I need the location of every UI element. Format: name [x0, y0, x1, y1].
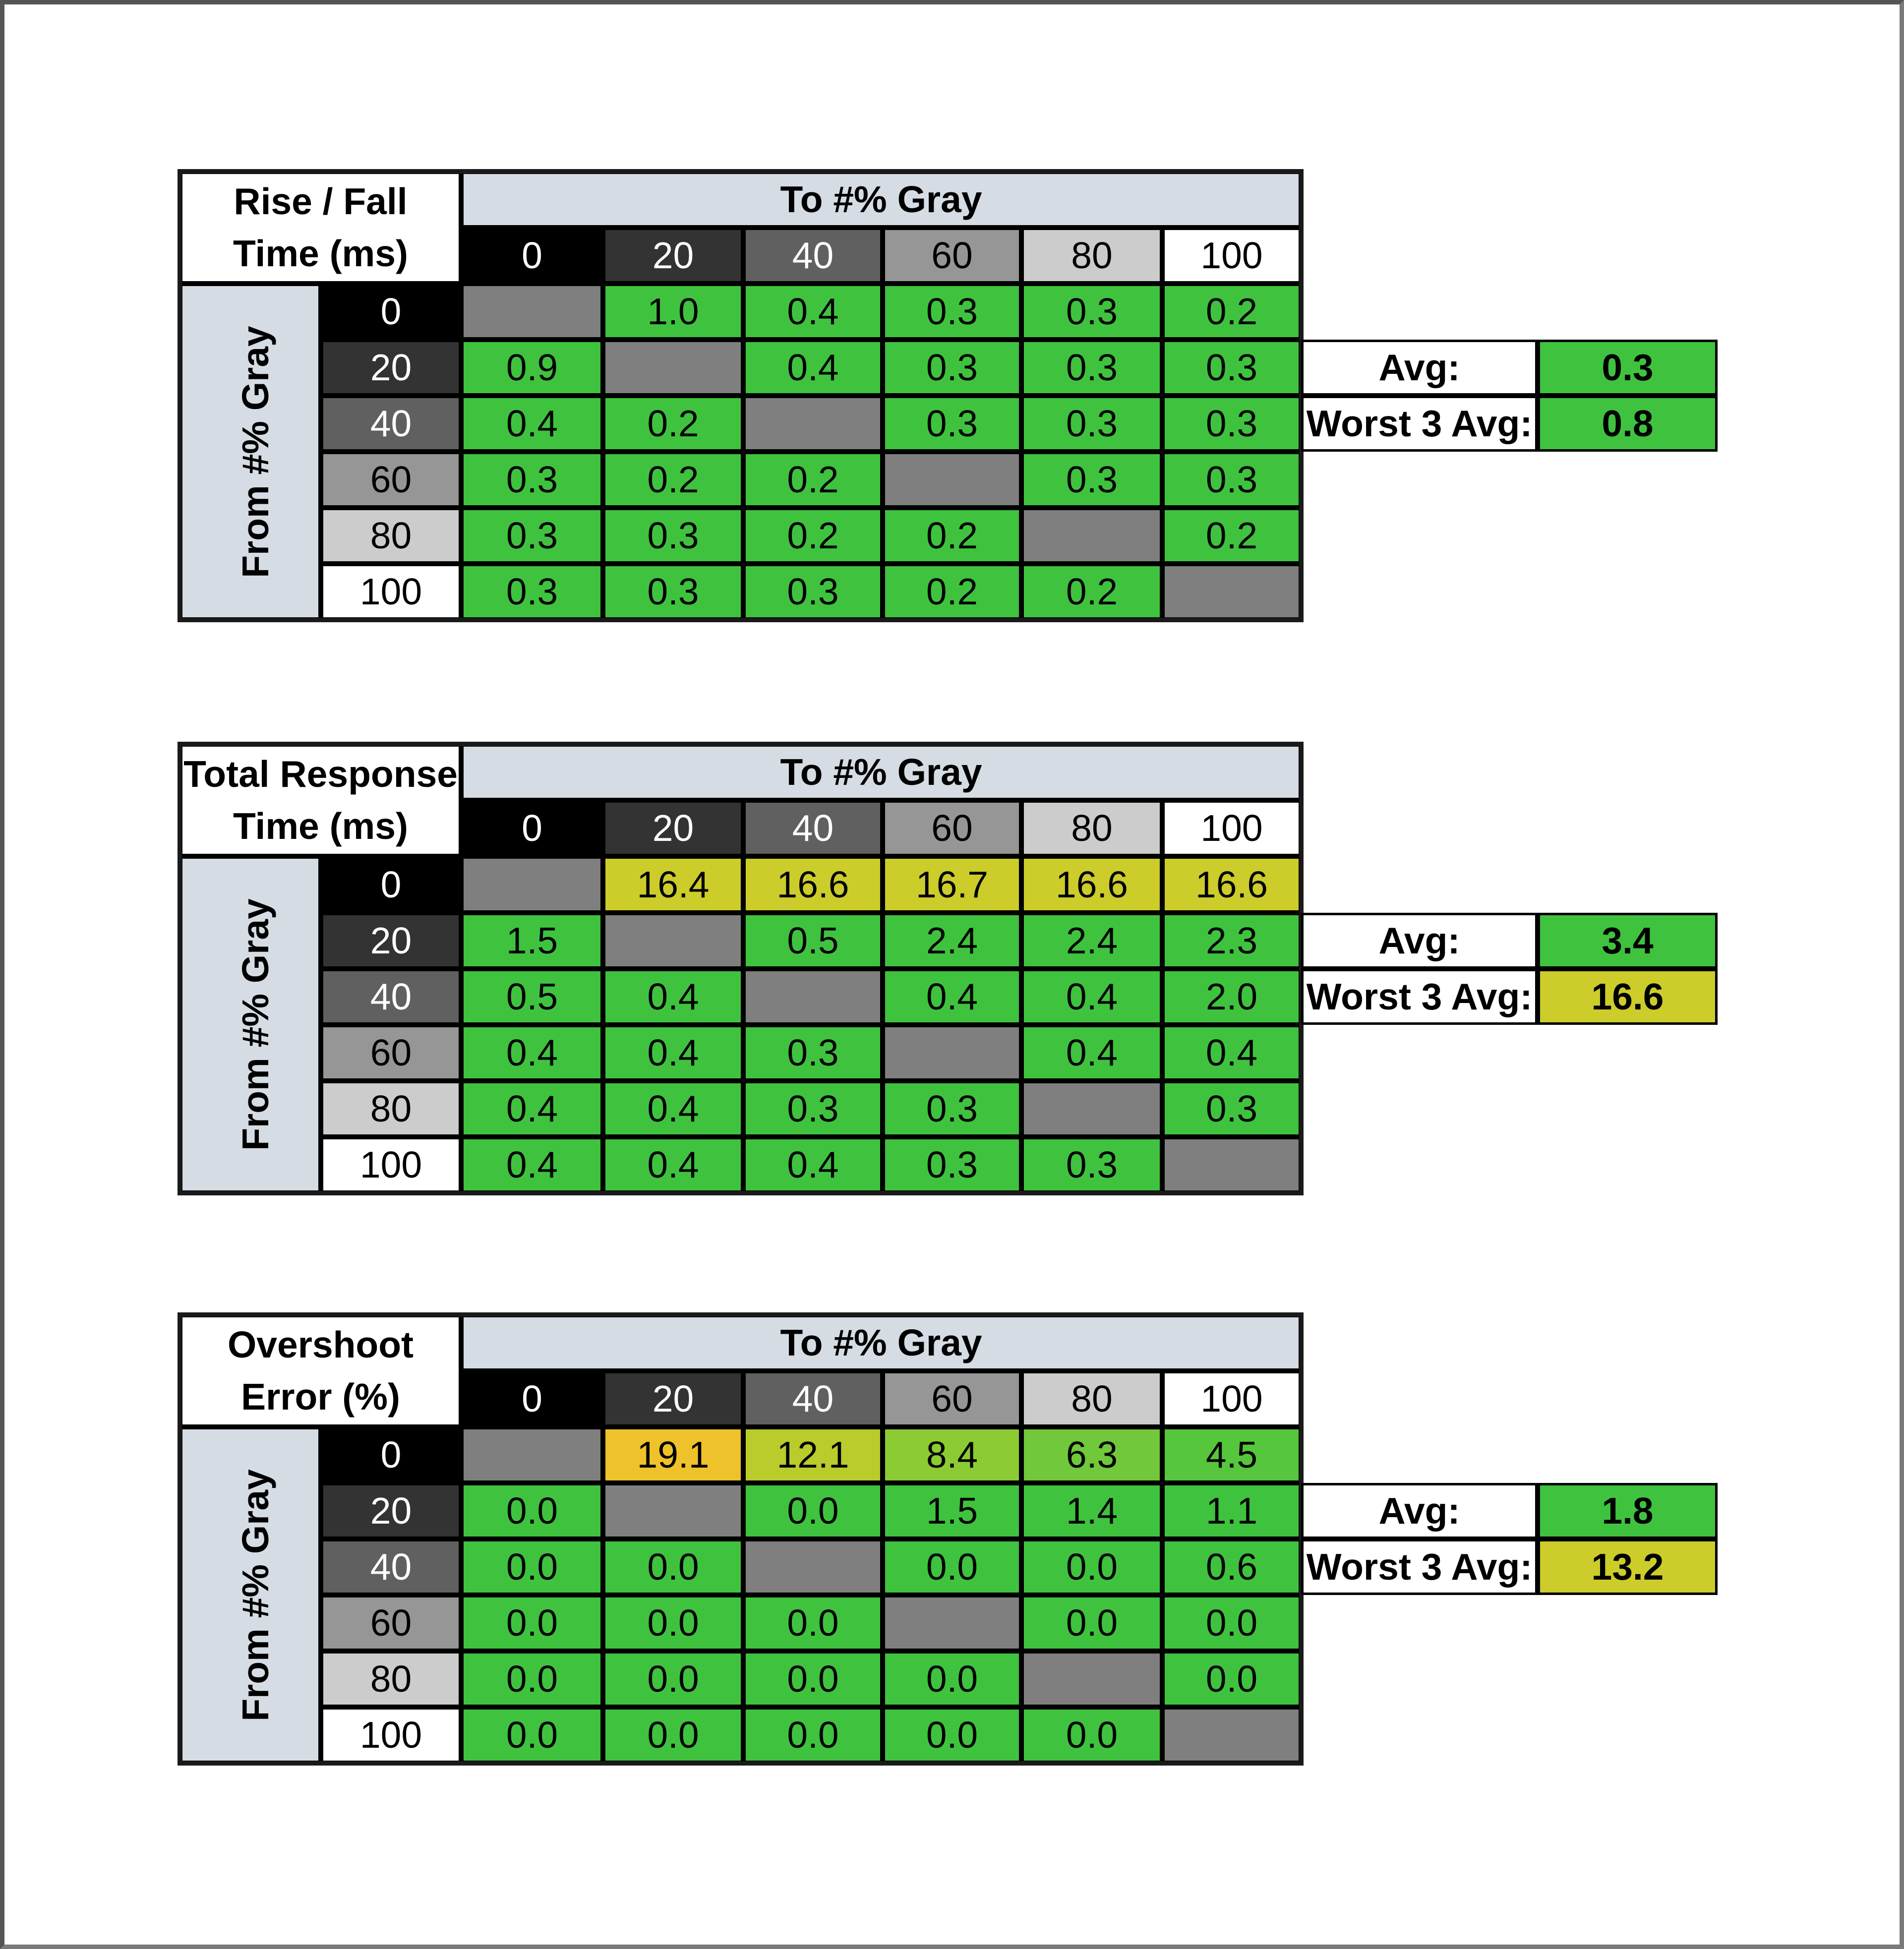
column-label: 100 — [1162, 1371, 1301, 1427]
data-cell: 0.3 — [1162, 452, 1301, 508]
data-cell: 8.4 — [883, 1427, 1021, 1483]
column-label: 0 — [461, 800, 603, 856]
row-label: 100 — [321, 1707, 461, 1763]
data-cell: 0.0 — [603, 1651, 743, 1707]
data-cell: 2.4 — [883, 913, 1021, 969]
data-cell: 0.3 — [461, 452, 603, 508]
data-cell: 0.4 — [1021, 969, 1162, 1025]
diagonal-cell — [1021, 508, 1162, 564]
diagonal-cell — [461, 856, 603, 913]
summary-label: Avg: — [1301, 340, 1538, 396]
diagonal-cell — [1021, 1651, 1162, 1707]
column-label: 60 — [883, 1371, 1021, 1427]
data-cell: 0.3 — [603, 564, 743, 620]
summary-label: Worst 3 Avg: — [1301, 969, 1538, 1025]
data-cell: 0.0 — [743, 1707, 883, 1763]
data-cell: 0.2 — [1162, 284, 1301, 340]
column-header: To #% Gray — [461, 1315, 1301, 1371]
data-cell: 0.4 — [1162, 1025, 1301, 1081]
data-cell: 0.6 — [1162, 1539, 1301, 1595]
row-header-text: From #% Gray — [234, 325, 276, 578]
data-cell: 0.4 — [461, 1025, 603, 1081]
row-label: 20 — [321, 1483, 461, 1539]
data-cell: 0.2 — [883, 508, 1021, 564]
summary-label: Avg: — [1301, 913, 1538, 969]
diagonal-cell — [743, 969, 883, 1025]
row-label: 60 — [321, 1025, 461, 1081]
data-cell: 0.5 — [743, 913, 883, 969]
data-cell: 0.2 — [603, 396, 743, 452]
data-cell: 12.1 — [743, 1427, 883, 1483]
data-cell: 0.2 — [1162, 508, 1301, 564]
row-label: 80 — [321, 1651, 461, 1707]
data-cell: 0.0 — [743, 1595, 883, 1651]
table-title — [180, 1315, 461, 1427]
data-cell: 0.4 — [743, 340, 883, 396]
table-title-line: Rise / Fall — [234, 180, 408, 222]
column-label: 80 — [1021, 228, 1162, 284]
column-label: 40 — [743, 1371, 883, 1427]
data-cell: 0.3 — [743, 1025, 883, 1081]
data-cell: 0.3 — [743, 1081, 883, 1137]
row-label: 20 — [321, 340, 461, 396]
row-header — [180, 856, 321, 1193]
data-cell: 16.4 — [603, 856, 743, 913]
column-label: 20 — [603, 228, 743, 284]
row-header — [180, 1427, 321, 1763]
data-cell: 1.1 — [1162, 1483, 1301, 1539]
data-cell: 0.0 — [461, 1595, 603, 1651]
column-label: 100 — [1162, 800, 1301, 856]
data-cell: 0.4 — [743, 284, 883, 340]
data-cell: 0.0 — [461, 1483, 603, 1539]
data-cell: 1.0 — [603, 284, 743, 340]
row-label: 100 — [321, 1137, 461, 1193]
row-label: 0 — [321, 856, 461, 913]
data-cell: 0.4 — [1021, 1025, 1162, 1081]
data-cell: 0.0 — [883, 1707, 1021, 1763]
data-cell: 0.0 — [1021, 1539, 1162, 1595]
table-title-line: Time (ms) — [233, 805, 408, 847]
data-cell: 0.3 — [743, 564, 883, 620]
summary-label: Worst 3 Avg: — [1301, 396, 1538, 452]
column-header: To #% Gray — [461, 172, 1301, 228]
column-label: 60 — [883, 800, 1021, 856]
summary-label: Avg: — [1301, 1483, 1538, 1539]
row-label: 0 — [321, 284, 461, 340]
summary-value: 13.2 — [1538, 1539, 1718, 1595]
data-cell: 1.5 — [461, 913, 603, 969]
data-cell: 0.0 — [603, 1539, 743, 1595]
data-cell: 0.4 — [883, 969, 1021, 1025]
data-cell: 0.9 — [461, 340, 603, 396]
data-cell: 1.5 — [883, 1483, 1021, 1539]
data-cell: 2.3 — [1162, 913, 1301, 969]
data-cell: 0.0 — [603, 1707, 743, 1763]
summary-value: 0.8 — [1538, 396, 1718, 452]
column-label: 100 — [1162, 228, 1301, 284]
row-label: 100 — [321, 564, 461, 620]
column-label: 80 — [1021, 800, 1162, 856]
data-cell: 0.3 — [1162, 396, 1301, 452]
data-cell: 6.3 — [1021, 1427, 1162, 1483]
row-label: 0 — [321, 1427, 461, 1483]
diagonal-cell — [1162, 564, 1301, 620]
table-title — [180, 172, 461, 284]
data-cell: 0.3 — [461, 564, 603, 620]
column-label: 40 — [743, 800, 883, 856]
diagonal-cell — [461, 284, 603, 340]
data-cell: 0.4 — [743, 1137, 883, 1193]
diagonal-cell — [883, 1025, 1021, 1081]
data-cell: 0.3 — [883, 1081, 1021, 1137]
data-cell: 16.6 — [1162, 856, 1301, 913]
column-label: 0 — [461, 1371, 603, 1427]
data-cell: 0.3 — [883, 284, 1021, 340]
diagonal-cell — [883, 1595, 1021, 1651]
data-cell: 16.6 — [1021, 856, 1162, 913]
data-cell: 0.2 — [743, 452, 883, 508]
data-cell: 16.7 — [883, 856, 1021, 913]
data-cell: 0.0 — [743, 1483, 883, 1539]
data-cell: 0.3 — [1162, 340, 1301, 396]
row-header — [180, 284, 321, 620]
column-label: 60 — [883, 228, 1021, 284]
diagonal-cell — [883, 452, 1021, 508]
data-cell: 0.0 — [743, 1651, 883, 1707]
column-label: 0 — [461, 228, 603, 284]
table-title-line: Error (%) — [241, 1376, 400, 1417]
diagonal-cell — [1162, 1707, 1301, 1763]
column-header: To #% Gray — [461, 744, 1301, 800]
data-cell: 0.4 — [603, 1025, 743, 1081]
data-cell: 0.3 — [883, 396, 1021, 452]
data-cell: 0.4 — [603, 1137, 743, 1193]
row-label: 60 — [321, 1595, 461, 1651]
diagonal-cell — [1162, 1137, 1301, 1193]
data-cell: 0.0 — [461, 1539, 603, 1595]
data-cell: 0.0 — [1021, 1707, 1162, 1763]
data-cell: 0.3 — [461, 508, 603, 564]
data-cell: 0.0 — [461, 1707, 603, 1763]
diagonal-cell — [1021, 1081, 1162, 1137]
data-cell: 0.2 — [1021, 564, 1162, 620]
diagonal-cell — [743, 396, 883, 452]
data-cell: 0.4 — [461, 396, 603, 452]
data-cell: 0.3 — [1021, 340, 1162, 396]
data-cell: 4.5 — [1162, 1427, 1301, 1483]
summary-value: 1.8 — [1538, 1483, 1718, 1539]
data-cell: 1.4 — [1021, 1483, 1162, 1539]
row-label: 60 — [321, 452, 461, 508]
data-cell: 2.4 — [1021, 913, 1162, 969]
data-cell: 0.2 — [883, 564, 1021, 620]
row-header-text: From #% Gray — [234, 898, 276, 1151]
data-cell: 0.4 — [461, 1081, 603, 1137]
data-cell: 0.3 — [1021, 452, 1162, 508]
table-title-line: Total Response — [183, 753, 458, 795]
summary-value: 0.3 — [1538, 340, 1718, 396]
data-cell: 0.3 — [603, 508, 743, 564]
row-label: 80 — [321, 508, 461, 564]
row-label: 80 — [321, 1081, 461, 1137]
diagonal-cell — [603, 1483, 743, 1539]
row-label: 40 — [321, 1539, 461, 1595]
summary-label: Worst 3 Avg: — [1301, 1539, 1538, 1595]
data-cell: 0.3 — [1162, 1081, 1301, 1137]
data-cell: 0.3 — [883, 1137, 1021, 1193]
data-cell: 0.2 — [603, 452, 743, 508]
row-label: 40 — [321, 396, 461, 452]
row-label: 40 — [321, 969, 461, 1025]
diagonal-cell — [603, 913, 743, 969]
data-cell: 0.3 — [1021, 284, 1162, 340]
data-cell: 2.0 — [1162, 969, 1301, 1025]
data-cell: 0.3 — [1021, 1137, 1162, 1193]
data-cell: 16.6 — [743, 856, 883, 913]
column-label: 20 — [603, 1371, 743, 1427]
column-label: 20 — [603, 800, 743, 856]
data-cell: 0.0 — [1162, 1595, 1301, 1651]
diagonal-cell — [603, 340, 743, 396]
data-cell: 0.5 — [461, 969, 603, 1025]
data-cell: 0.4 — [461, 1137, 603, 1193]
table-title-line: Time (ms) — [233, 233, 408, 274]
row-header-text: From #% Gray — [234, 1469, 276, 1721]
data-cell: 0.0 — [883, 1539, 1021, 1595]
data-cell: 0.0 — [883, 1651, 1021, 1707]
column-label: 40 — [743, 228, 883, 284]
row-label: 20 — [321, 913, 461, 969]
table-title-line: Overshoot — [227, 1324, 414, 1365]
data-cell: 0.4 — [603, 1081, 743, 1137]
data-cell: 0.0 — [1021, 1595, 1162, 1651]
diagonal-cell — [461, 1427, 603, 1483]
data-cell: 0.0 — [1162, 1651, 1301, 1707]
column-label: 80 — [1021, 1371, 1162, 1427]
data-cell: 0.4 — [603, 969, 743, 1025]
data-cell: 0.0 — [461, 1651, 603, 1707]
summary-value: 3.4 — [1538, 913, 1718, 969]
summary-value: 16.6 — [1538, 969, 1718, 1025]
data-cell: 19.1 — [603, 1427, 743, 1483]
data-cell: 0.2 — [743, 508, 883, 564]
data-cell: 0.3 — [1021, 396, 1162, 452]
data-cell: 0.3 — [883, 340, 1021, 396]
table-title — [180, 744, 461, 856]
diagonal-cell — [743, 1539, 883, 1595]
data-cell: 0.0 — [603, 1595, 743, 1651]
